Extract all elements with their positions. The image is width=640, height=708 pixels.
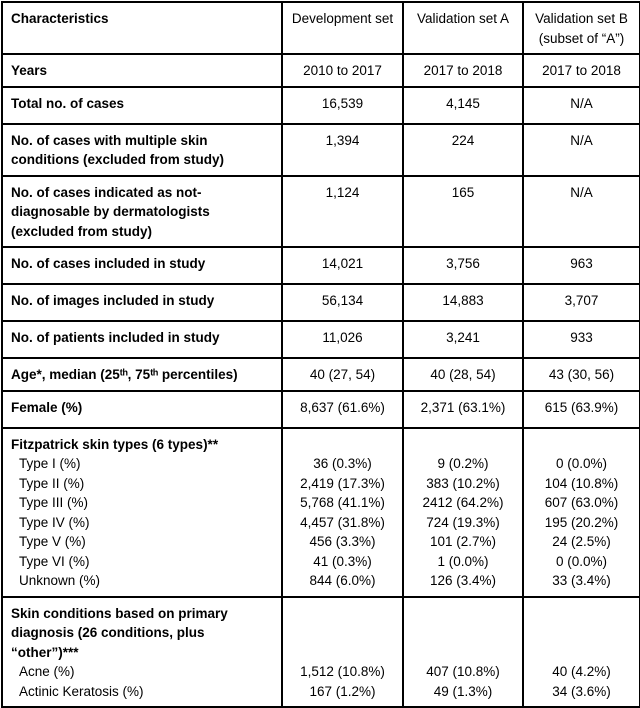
sub-row-label: Type V (%)	[19, 534, 86, 549]
sub-row-value: 49 (1.3%)	[433, 683, 493, 699]
row-label: No. of cases indicated as not-diagnosable by dermatologists (excluded from study)	[2, 176, 282, 248]
table-row	[2, 54, 640, 87]
sub-row-label: Type VI (%)	[19, 553, 90, 569]
cell-development: 11,026	[282, 321, 403, 358]
header-validation-set-b-line2: (subset of “A”)	[538, 30, 625, 46]
cell-validation-b: N/A	[523, 176, 640, 248]
spacer	[412, 435, 514, 455]
sub-row-value: 167 (1.2%)	[309, 683, 376, 699]
group-label-cell	[2, 597, 282, 708]
header-validation-set-b-line1: Validation set B	[535, 11, 628, 26]
sub-row-value: 9 (0.2%)	[437, 456, 489, 471]
cell-validation-b: 933	[523, 321, 640, 358]
group-cell-validation-b	[523, 597, 640, 708]
sub-row-value: 40 (4.2%)	[552, 664, 611, 679]
table-row	[2, 321, 640, 358]
sub-row-value: 724 (19.3%)	[426, 514, 500, 530]
sub-row-value: 844 (6.0%)	[309, 573, 376, 588]
sub-row-value: 36 (0.3%)	[313, 456, 372, 471]
sub-row-value: 24 (2.5%)	[552, 534, 611, 549]
header-validation-set-a: Validation set A	[403, 2, 523, 54]
table-group-row-fitzpatrick	[2, 428, 640, 597]
cell-validation-a: 40 (28, 54)	[403, 358, 523, 391]
spacer	[412, 604, 514, 663]
cell-development: 8,637 (61.6%)	[282, 391, 403, 428]
row-label: No. of patients included in study	[2, 321, 282, 358]
sub-row-label: Acne (%)	[19, 664, 75, 679]
sub-row-value: 33 (3.4%)	[552, 573, 611, 588]
group-label-cell	[2, 428, 282, 597]
cell-validation-a: 4,145	[403, 87, 523, 124]
sub-row-label: Type I (%)	[19, 456, 81, 471]
cell-development: 56,134	[282, 284, 403, 321]
sub-row-value: 1,512 (10.8%)	[300, 664, 385, 679]
cell-validation-b: 2017 to 2018	[523, 54, 640, 87]
sub-row-value: 41 (0.3%)	[313, 553, 372, 569]
sub-row-value: 383 (10.2%)	[426, 475, 500, 491]
spacer	[291, 604, 394, 663]
sub-row-label: Unknown (%)	[19, 573, 101, 588]
cell-validation-b: N/A	[523, 87, 640, 124]
row-label: Age*, median (25ᵗʰ, 75ᵗʰ percentiles)	[2, 358, 282, 391]
cell-validation-a: 14,883	[403, 284, 523, 321]
sub-row-value: 195 (20.2%)	[544, 514, 619, 530]
cell-validation-a: 165	[403, 176, 523, 248]
cell-development: 16,539	[282, 87, 403, 124]
sub-row-value: 5,768 (41.1%)	[300, 495, 385, 510]
cell-validation-a: 3,241	[403, 321, 523, 358]
sub-row-value: 407 (10.8%)	[426, 664, 500, 679]
sub-row-value: 126 (3.4%)	[429, 573, 497, 588]
table-row	[2, 124, 640, 176]
sub-row-value: 0 (0.0%)	[555, 456, 608, 471]
cell-validation-a: 2,371 (63.1%)	[403, 391, 523, 428]
cell-validation-b: 3,707	[523, 284, 640, 321]
cell-validation-a: 2017 to 2018	[403, 54, 523, 87]
group-cell-development	[282, 428, 403, 597]
table-row	[2, 284, 640, 321]
row-label: No. of images included in study	[2, 284, 282, 321]
sub-row-label: Type III (%)	[19, 495, 89, 510]
cell-validation-a: 3,756	[403, 247, 523, 284]
cell-development: 1,394	[282, 124, 403, 176]
header-validation-set-b	[523, 2, 640, 54]
row-label: No. of cases with multiple skin conditions (excluded from study)	[2, 124, 282, 176]
sub-row-label: Type IV (%)	[19, 514, 90, 530]
table-row	[2, 391, 640, 428]
row-label: Years	[2, 54, 282, 87]
row-label: No. of cases included in study	[2, 247, 282, 284]
cell-validation-b: 615 (63.9%)	[523, 391, 640, 428]
table-row	[2, 87, 640, 124]
cell-validation-b: N/A	[523, 124, 640, 176]
table-row	[2, 176, 640, 248]
sub-row-value: 34 (3.6%)	[552, 683, 611, 699]
row-label: Female (%)	[2, 391, 282, 428]
group-cell-validation-a	[403, 428, 523, 597]
sub-row-value: 607 (63.0%)	[544, 495, 619, 510]
spacer	[532, 435, 631, 455]
sub-row-value: 101 (2.7%)	[429, 534, 497, 549]
table-header-row	[2, 2, 640, 54]
group-header: Skin conditions based on primary diagnosis (26 conditions, plus “other”)***	[11, 605, 228, 660]
cell-development: 1,124	[282, 176, 403, 248]
cell-development: 40 (27, 54)	[282, 358, 403, 391]
header-characteristics: Characteristics	[2, 2, 282, 54]
group-cell-development	[282, 597, 403, 708]
table-group-row-skin-conditions	[2, 597, 640, 708]
row-label: Total no. of cases	[2, 87, 282, 124]
table-row	[2, 247, 640, 284]
sub-row-value: 2,419 (17.3%)	[300, 475, 385, 491]
sub-row-value: 0 (0.0%)	[555, 553, 608, 569]
sub-row-value: 4,457 (31.8%)	[300, 514, 385, 530]
spacer	[532, 604, 631, 663]
cell-validation-b: 43 (30, 56)	[523, 358, 640, 391]
sub-row-value: 456 (3.3%)	[309, 534, 376, 549]
sub-row-value: 104 (10.8%)	[544, 475, 619, 491]
cell-validation-a: 224	[403, 124, 523, 176]
sub-row-label: Type II (%)	[19, 475, 85, 491]
group-cell-validation-b	[523, 428, 640, 597]
header-development-set: Development set	[282, 2, 403, 54]
cell-validation-b: 963	[523, 247, 640, 284]
sub-row-value: 1 (0.0%)	[437, 553, 489, 569]
cell-development: 14,021	[282, 247, 403, 284]
cell-development: 2010 to 2017	[282, 54, 403, 87]
sub-row-value: 2412 (64.2%)	[422, 495, 504, 510]
group-header: Fitzpatrick skin types (6 types)**	[11, 436, 219, 452]
group-cell-validation-a	[403, 597, 523, 708]
spacer	[291, 435, 394, 455]
sub-row-label: Actinic Keratosis (%)	[19, 683, 144, 699]
characteristics-table	[1, 1, 640, 708]
table-row	[2, 358, 640, 391]
